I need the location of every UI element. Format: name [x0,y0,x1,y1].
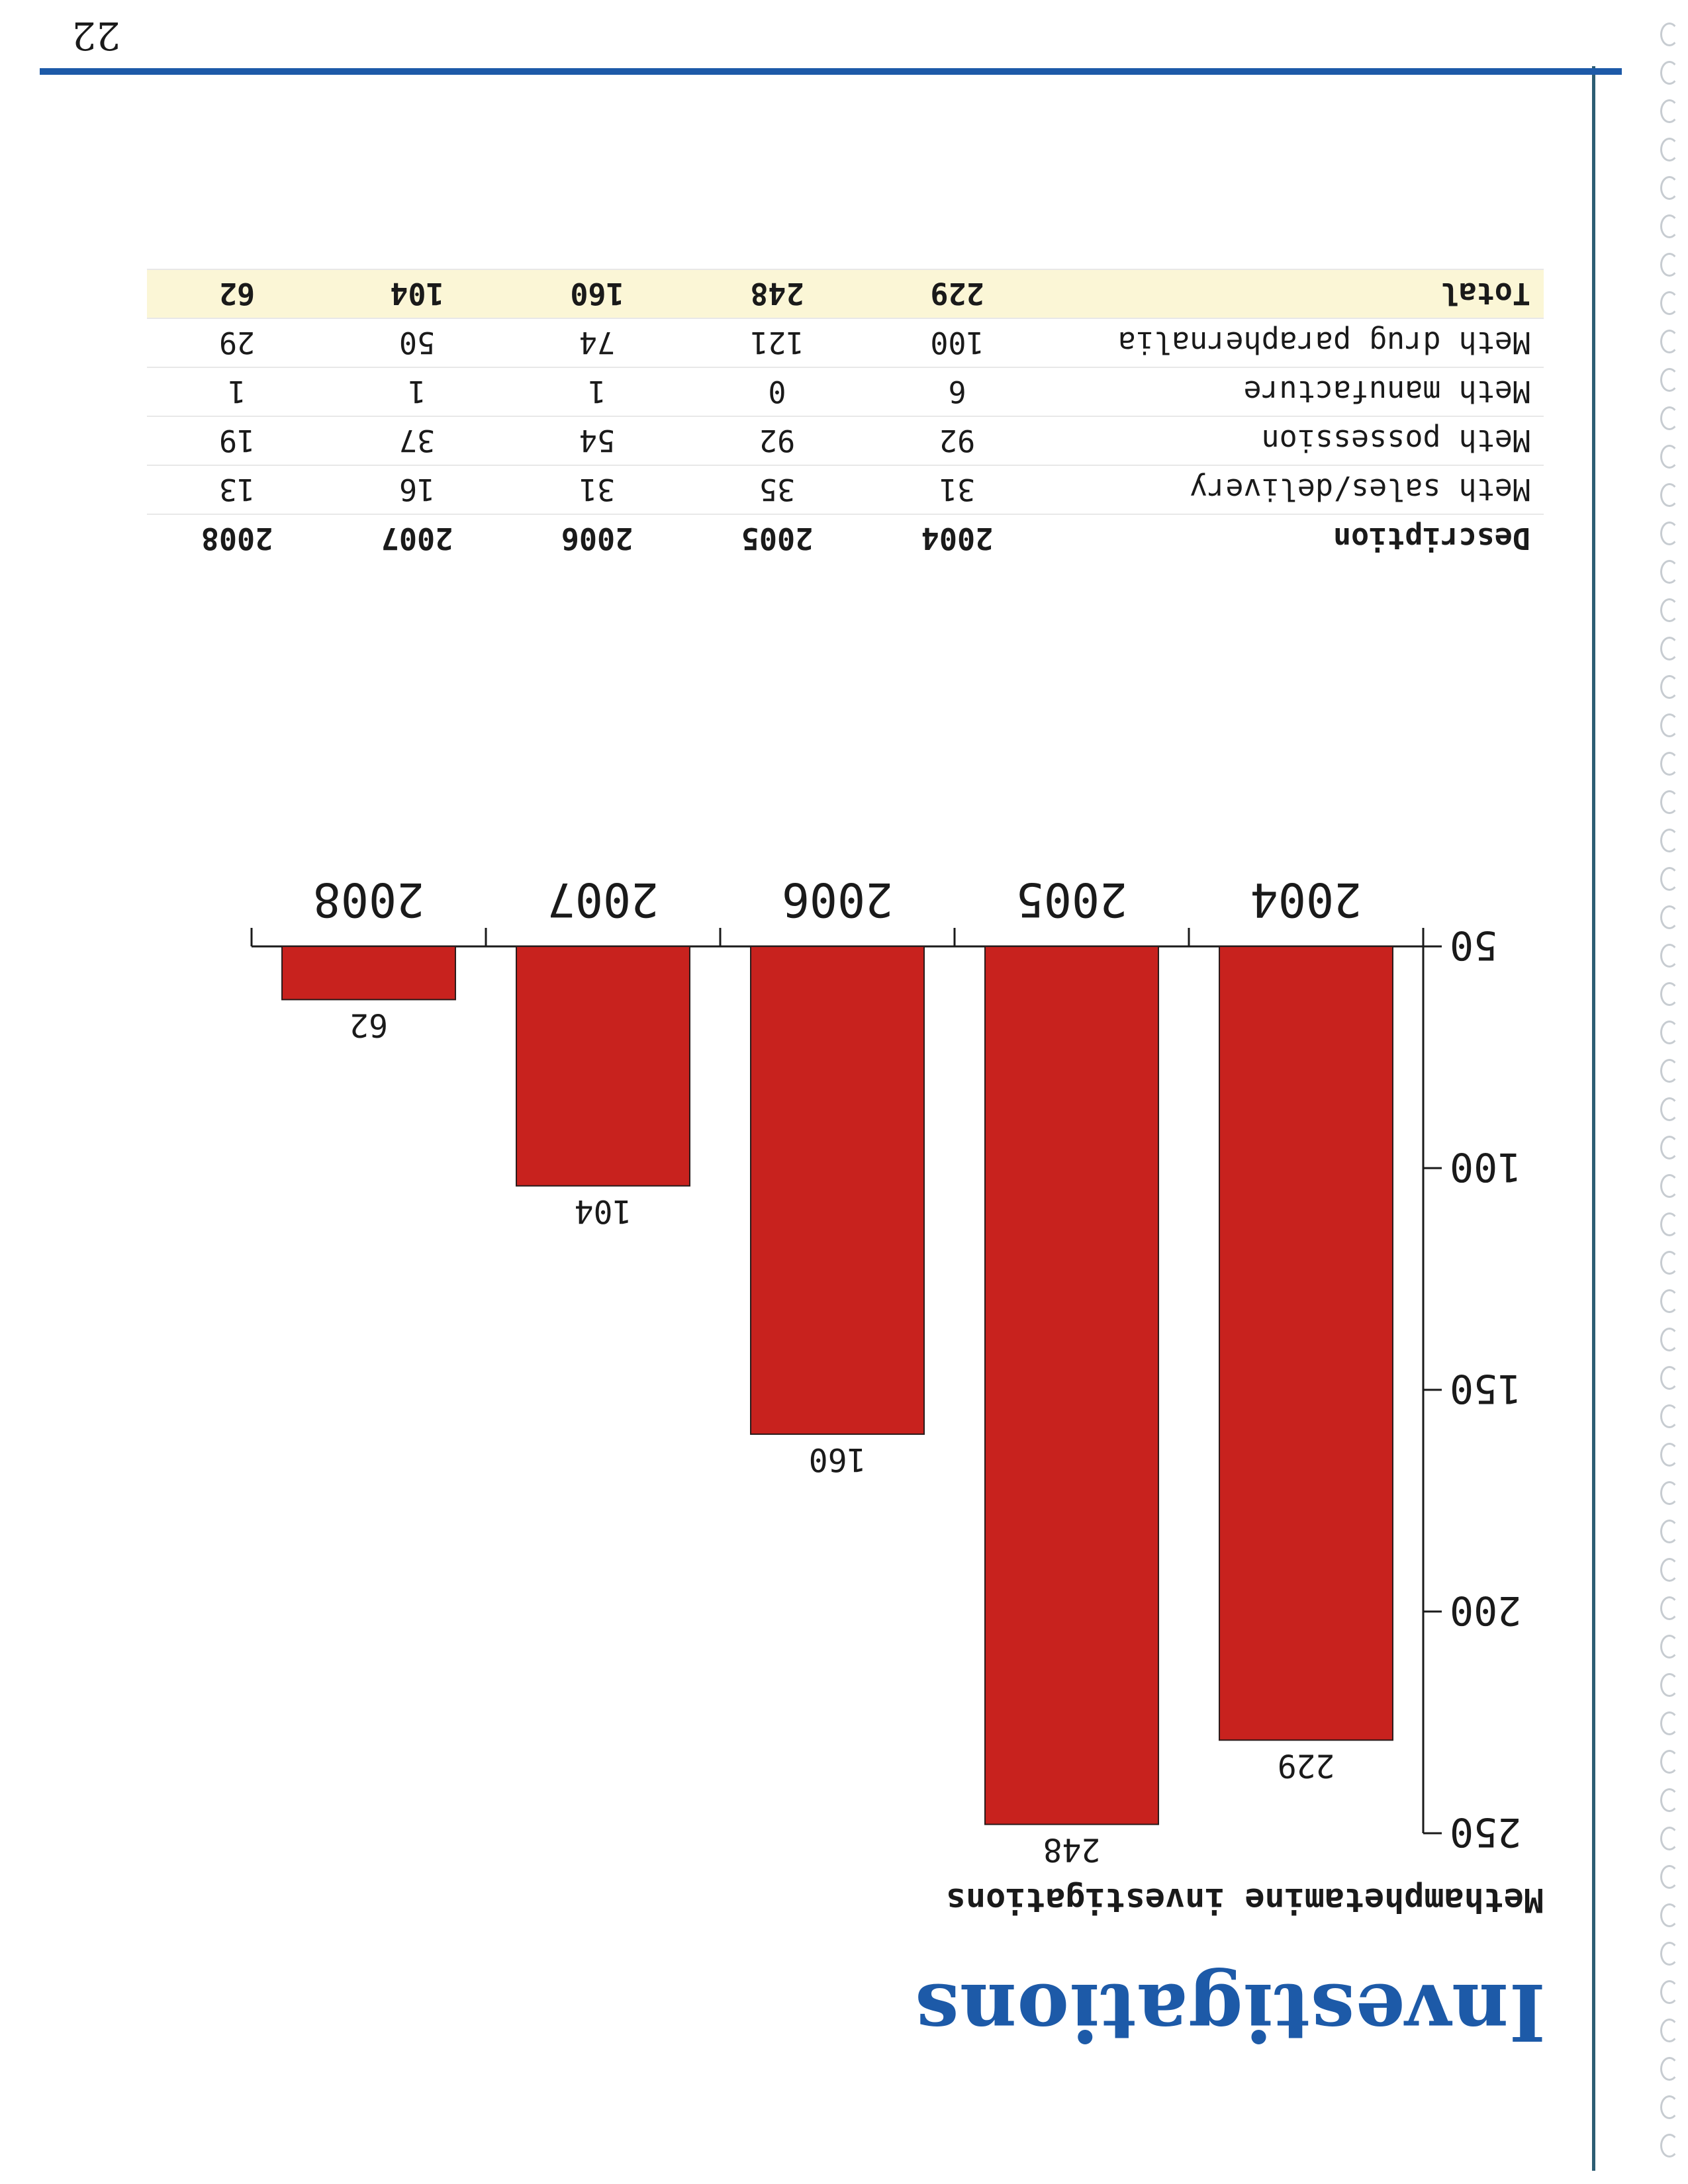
total-cell: 229 [867,269,1047,318]
x-category-label: 2008 [312,872,425,927]
table-cell: 92 [687,416,867,465]
page-number: 22 [71,13,120,58]
investigations-table [147,269,1544,563]
table-row [147,318,1544,367]
data-label: 104 [574,1192,632,1230]
table-cell: 19 [147,416,327,465]
header-year: 2006 [507,514,687,563]
table-row [147,416,1544,465]
chart-subtitle: Methamphetamine investigations [945,1881,1544,1919]
row-label: Meth drug paraphernalia [1047,318,1544,367]
table-row [147,367,1544,416]
data-label: 62 [350,1006,388,1044]
row-label: Meth manufacture [1047,367,1544,416]
table-cell: 1 [507,367,687,416]
bar-2006 [751,946,924,1434]
table-cell: 74 [507,318,687,367]
data-label: 229 [1277,1747,1335,1784]
table-cell: 35 [687,465,867,514]
x-category-label: 2006 [781,872,894,927]
table-cell: 0 [687,367,867,416]
table-cell: 31 [507,465,687,514]
table-cell: 100 [867,318,1047,367]
y-tick-label: 150 [1450,1365,1522,1412]
table-cell: 31 [867,465,1047,514]
table-cell: 37 [327,416,507,465]
page-title: Investigations [914,1966,1546,2058]
header-year: 2005 [687,514,867,563]
header-year: 2004 [867,514,1047,563]
header-year: 2008 [147,514,327,563]
x-category-label: 2005 [1015,872,1128,927]
table-cell: 6 [867,367,1047,416]
x-category-label: 2007 [547,872,659,927]
y-tick-label: 100 [1450,1144,1522,1190]
total-cell: 160 [507,269,687,318]
bar-2008 [282,946,455,999]
table-header-row [147,514,1544,563]
data-label: 160 [808,1441,867,1478]
row-label: Meth possession [1047,416,1544,465]
table-cell: 1 [147,367,327,416]
table-cell: 54 [507,416,687,465]
y-tick-label: 200 [1450,1587,1522,1633]
y-tick-label: 50 [1450,922,1498,968]
row-label: Meth sales/delivery [1047,465,1544,514]
table-row [147,465,1544,514]
header-description: Description [1047,514,1544,563]
total-cell: 62 [147,269,327,318]
total-cell: 248 [687,269,867,318]
table-cell: 121 [687,318,867,367]
table-total-row [147,269,1544,318]
x-category-label: 2004 [1250,872,1362,927]
bar-2004 [1219,946,1393,1740]
total-label: Total [1047,269,1544,318]
data-label: 248 [1043,1831,1101,1868]
bar-2005 [985,946,1158,1825]
table-cell: 29 [147,318,327,367]
bar-2007 [516,946,690,1186]
header-year: 2007 [327,514,507,563]
table-cell: 92 [867,416,1047,465]
table-cell: 1 [327,367,507,416]
table-cell: 50 [327,318,507,367]
table-cell: 16 [327,465,507,514]
footer-rule [40,68,1622,75]
total-cell: 104 [327,269,507,318]
table-cell: 13 [147,465,327,514]
y-tick-label: 250 [1450,1809,1522,1855]
